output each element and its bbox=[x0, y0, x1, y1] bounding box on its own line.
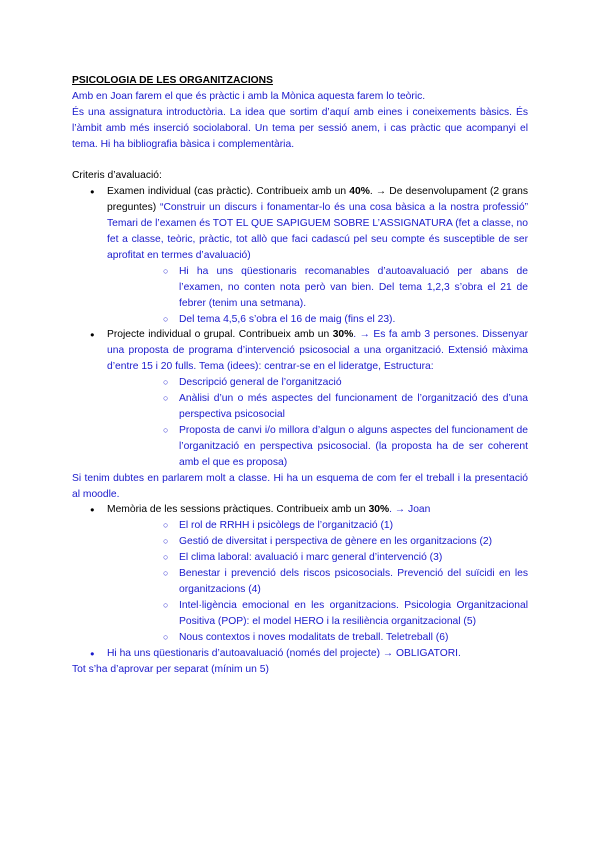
criteria-heading: Criteris d’avaluació: bbox=[72, 170, 162, 182]
sessions-lead: Memòria de les sessions pràctiques. Contribueix amb un bbox=[107, 504, 369, 516]
sessions-percent: 30% bbox=[368, 504, 390, 516]
exam-blue-text: “Construir un discurs i fonamentar-lo és una cosa bàsica a la nostra professió” Temari de l’examen és TOT EL QUE SAPIGUEM SOBRE L’ASSIGNATURA (fet a classe, no fet a classe, teòric, pràctic, tot allò que faci cadascú pel seu compte és susceptible de ser aprofitat en termes d’avaluació) bbox=[107, 202, 528, 261]
exam-sublist bbox=[107, 264, 528, 328]
spacer bbox=[72, 153, 528, 169]
sessions-rest: . → Joan bbox=[389, 504, 431, 516]
criteria-list-continued bbox=[72, 502, 528, 661]
exam-arrow-text: . → De desenvolupament (2 grans preguntes) bbox=[107, 186, 528, 214]
document-page bbox=[72, 73, 528, 677]
project-lead: Projecte individual o grupal. Contribueix amb un bbox=[107, 329, 333, 341]
exam-percent: 40% bbox=[349, 186, 370, 198]
session-item: ○ Gestió de diversitat i perspectiva de gènere en les organitzacions (2) bbox=[107, 534, 528, 550]
intro-line-1: Amb en Joan farem el que és pràctic i amb la Mònica aquesta farem lo teòric. bbox=[72, 90, 426, 102]
project-sub-item: ○ Descripció general de l’organització bbox=[107, 375, 528, 391]
sessions-sublist bbox=[107, 518, 528, 645]
exam-sub-item: ○ Hi ha uns qüestionaris recomanables d’autoavaluació per abans de l’examen, no conten nota però van bien. Del tema 1,2,3 s’obra el 21 de febrer (tenim una setmana). bbox=[107, 264, 528, 312]
project-sublist bbox=[107, 375, 528, 470]
session-item: ○ Intel·ligència emocional en les organitzacions. Psicologia Organitzacional Positiva (POP): el model HERO i la resiliència organitzacional (5) bbox=[107, 598, 528, 630]
session-item: ○ El clima laboral: avaluació i marc general d’intervenció (3) bbox=[107, 550, 528, 566]
exam-item bbox=[72, 184, 528, 327]
project-item bbox=[72, 327, 528, 470]
criteria-list bbox=[72, 184, 528, 470]
intro-paragraph: És una assignatura introductòria. La idea que sortim d’aquí amb eines i coneixements bàsics. És l’àmbit amb més inserció sociolaboral. Un tema per sessió anem, i cas pràctic que acompanyi el tema. Hi ha bibliografia bàsica i complementària. bbox=[72, 106, 528, 150]
project-rest: . → Es fa amb 3 persones. Dissenyar una proposta de programa d’intervenció psicosocial a una organització. Extensió màxima d’entre 15 i 20 fulls. Tema (idees): centrar-se en el lideratge, Estructura: bbox=[107, 329, 529, 373]
session-item: ○ Nous contextos i noves modalitats de treball. Teletreball (6) bbox=[107, 630, 528, 646]
sessions-item bbox=[72, 502, 528, 645]
project-percent: 30% bbox=[332, 329, 354, 341]
questionnaires-item: ● Hi ha uns qüestionaris d’autoavaluació (només del projecte) → OBLIGATORI. bbox=[72, 646, 528, 662]
exam-sub-item: ○ Del tema 4,5,6 s’obra el 16 de maig (fins el 23). bbox=[107, 312, 528, 328]
project-sub-item: ○ Anàlisi d’un o més aspectes del funcionament de l’organització des d’una perspectiva psicosocial bbox=[107, 391, 528, 423]
project-sub-item: ○ Proposta de canvi i/o millora d’algun o alguns aspectes del funcionament de l’organització en perspectiva psicosocial. (la proposta ha de ser coherent amb el que es proposa) bbox=[107, 423, 528, 471]
session-item: ○ Benestar i prevenció dels riscos psicosocials. Prevenció del suïcidi en les organitzacions (4) bbox=[107, 566, 528, 598]
doubts-paragraph: Si tenim dubtes en parlarem molt a classe. Hi ha un esquema de com fer el treball i la presentació al moodle. bbox=[72, 472, 528, 500]
session-item: ○ El rol de RRHH i psicòlegs de l’organització (1) bbox=[107, 518, 528, 534]
exam-lead: Examen individual (cas pràctic). Contribueix amb un bbox=[107, 186, 350, 198]
pass-note: Tot s’ha d’aprovar per separat (mínim un 5) bbox=[72, 663, 269, 675]
document-title: PSICOLOGIA DE LES ORGANITZACIONS bbox=[72, 75, 273, 86]
